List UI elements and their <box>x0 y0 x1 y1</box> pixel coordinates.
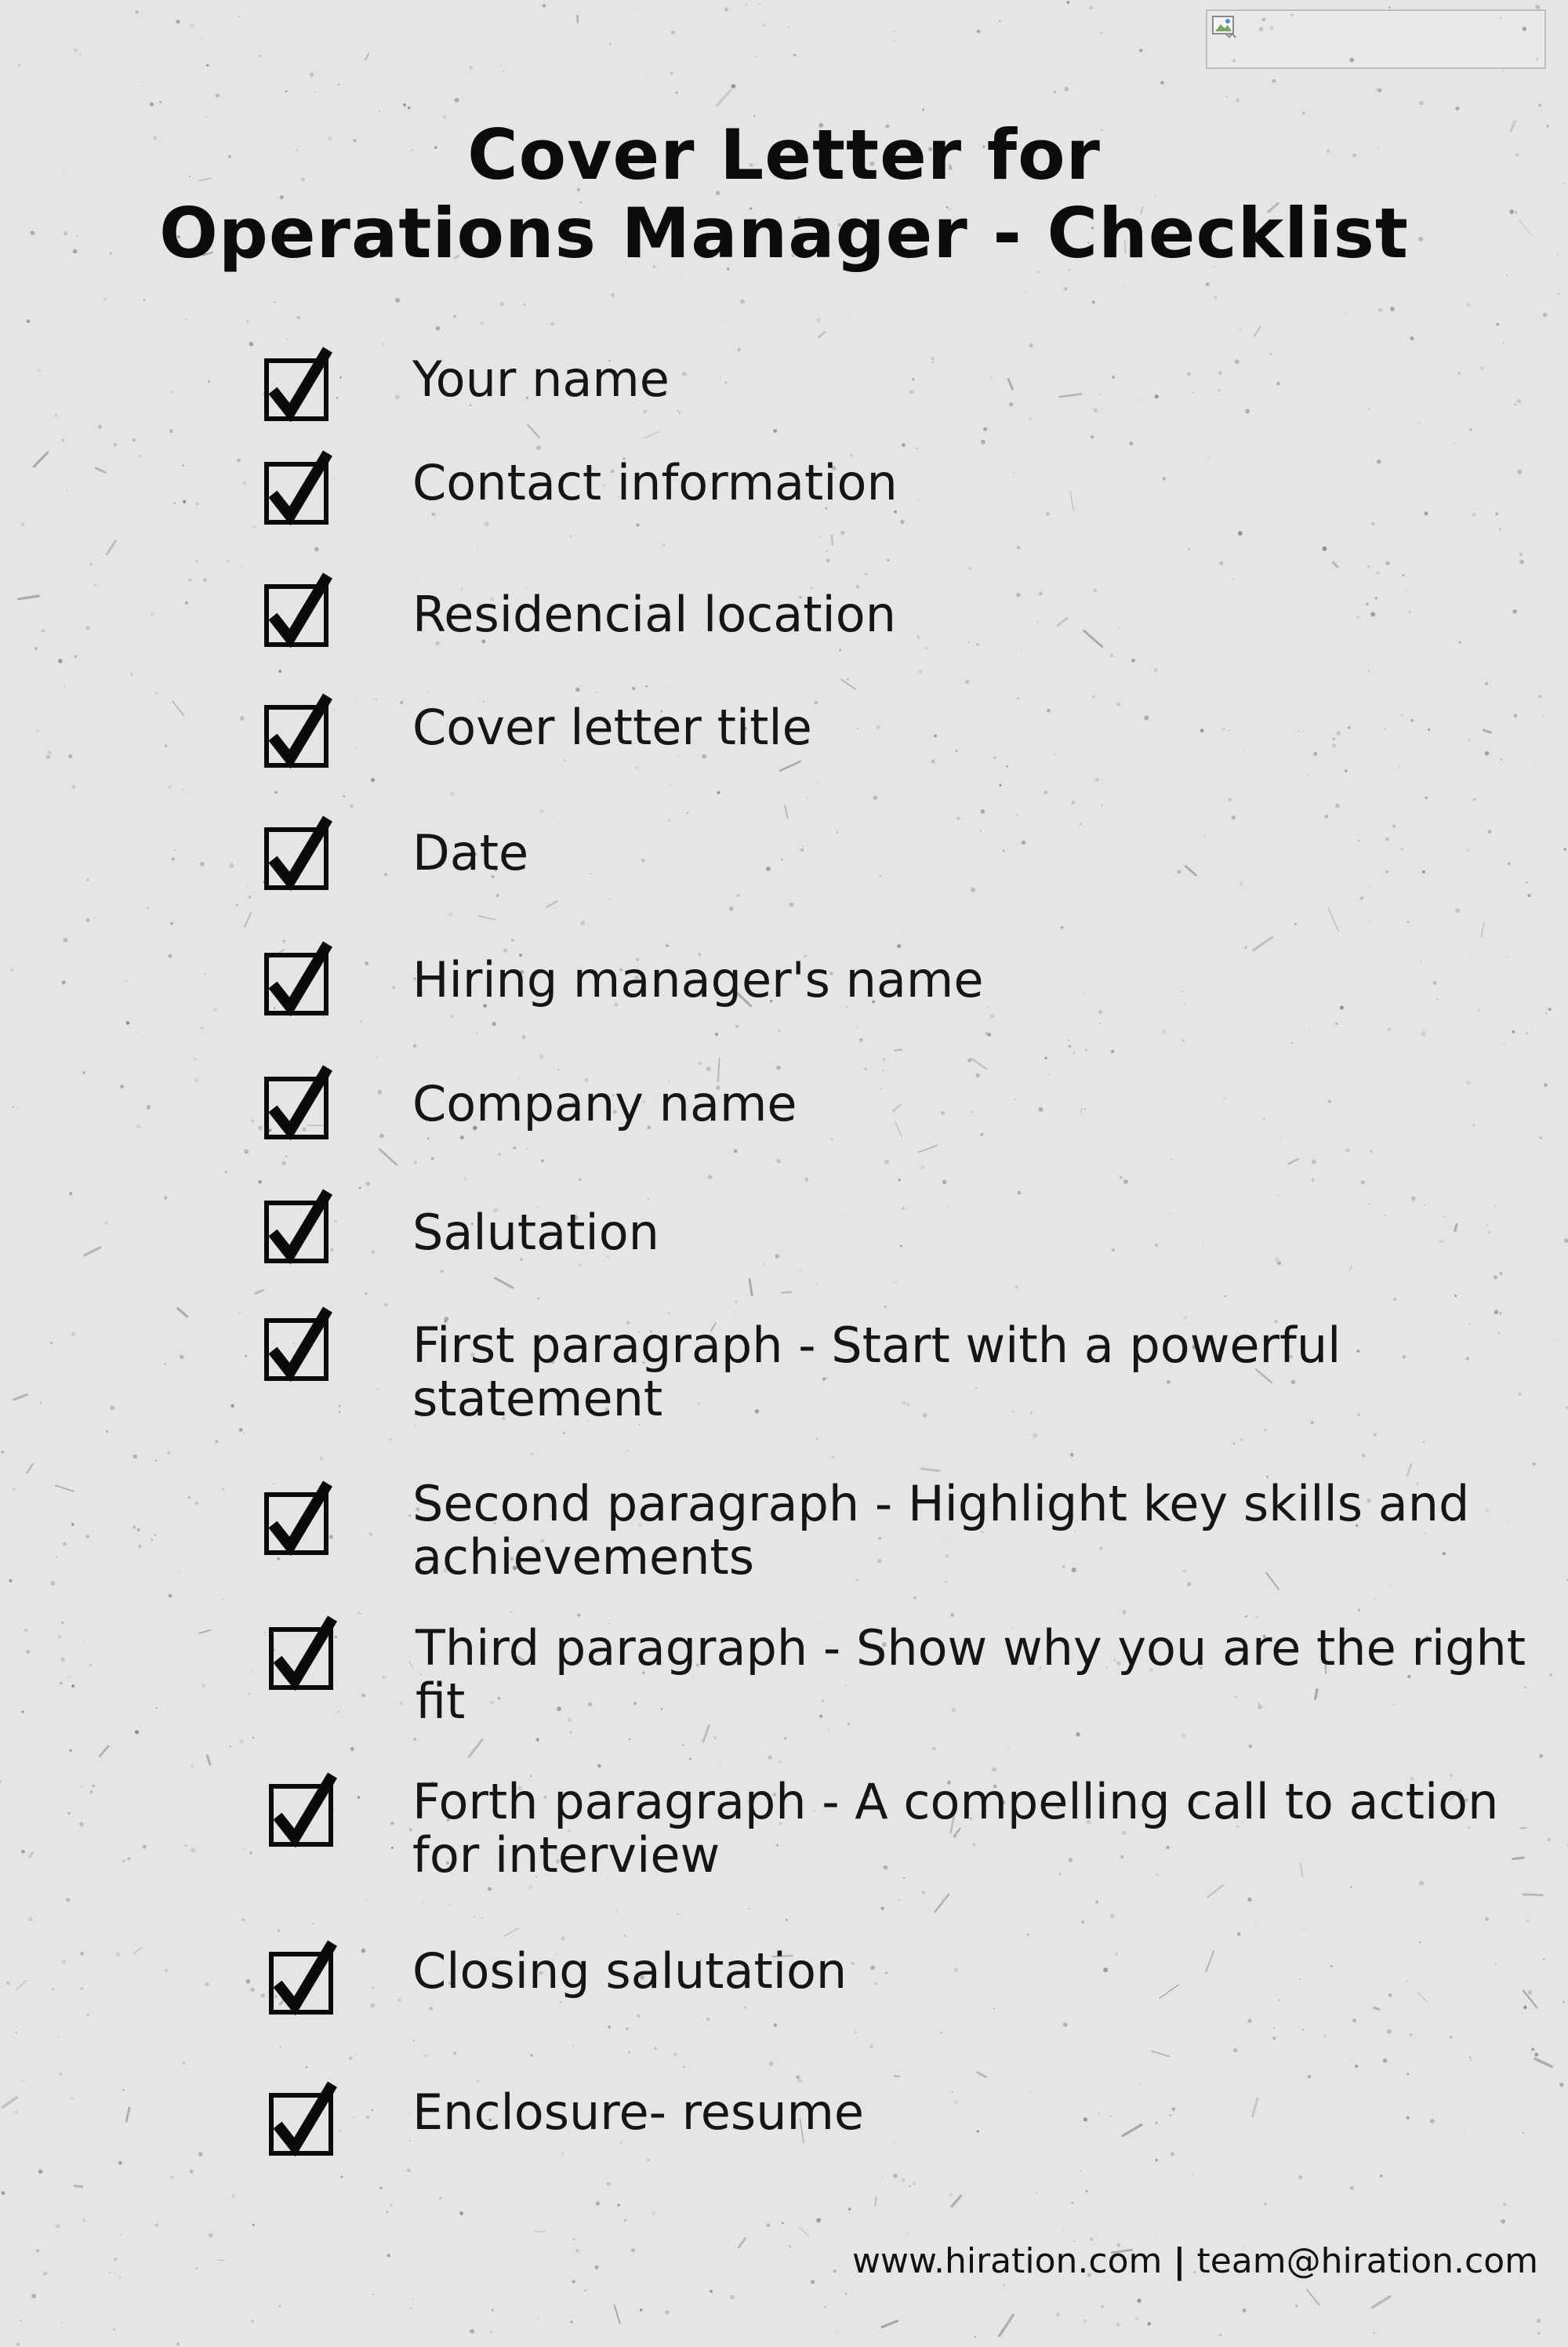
checklist-item-label: Forth paragraph - A compelling call to action for interview <box>412 1773 1499 1884</box>
checked-checkbox-icon <box>263 941 332 1016</box>
checked-checkbox-icon <box>268 2081 337 2156</box>
checklist-item <box>263 1062 1549 1140</box>
checked-checkbox-icon <box>268 1772 337 1847</box>
checklist-item <box>263 2078 1549 2156</box>
footer-contact <box>852 2238 1538 2285</box>
checked-checkbox-icon <box>263 1306 332 1382</box>
checklist-item <box>263 1477 1549 1603</box>
checklist-item <box>263 1612 1549 1738</box>
checklist-item <box>263 938 1549 1016</box>
checklist-item-label: Date <box>412 824 529 881</box>
checklist-item-label: Contact information <box>412 454 898 511</box>
checklist-item-label: Company name <box>412 1075 797 1132</box>
checked-checkbox-icon <box>263 450 332 525</box>
checklist-item-label: Enclosure- resume <box>412 2084 865 2141</box>
checklist-item <box>263 812 1549 891</box>
title-line-1: Cover Letter for <box>467 114 1101 195</box>
checklist-item <box>263 1186 1549 1264</box>
checklist-item <box>263 690 1549 768</box>
checklist-item-label: Closing salutation <box>412 1942 848 2000</box>
footer-separator: | <box>1173 2241 1186 2281</box>
page-title <box>0 116 1568 273</box>
checked-checkbox-icon <box>263 572 332 648</box>
checked-checkbox-icon <box>268 1615 337 1691</box>
checklist-item-label: Salutation <box>412 1204 659 1261</box>
checklist-item <box>263 569 1549 648</box>
checklist-item-label: Third paragraph - Show why you are the right fit <box>416 1619 1526 1730</box>
broken-image-placeholder <box>1206 9 1546 69</box>
checklist-item <box>263 447 1549 525</box>
checklist-item-label: Your name <box>412 351 670 408</box>
checklist-item-label: Second paragraph - Highlight key skills and achievements <box>412 1475 1470 1586</box>
checked-checkbox-icon <box>263 1065 332 1140</box>
broken-image-icon <box>1212 16 1239 39</box>
checklist-item <box>263 343 1549 422</box>
checked-checkbox-icon <box>263 347 332 422</box>
checked-checkbox-icon <box>263 693 332 768</box>
footer-website-link[interactable]: www.hiration.com <box>852 2241 1163 2281</box>
checked-checkbox-icon <box>263 816 332 891</box>
checked-checkbox-icon <box>263 1480 332 1556</box>
checked-checkbox-icon <box>268 1940 337 2015</box>
title-line-2: Operations Manager - Checklist <box>159 193 1409 274</box>
checklist-item-label: Cover letter title <box>412 699 812 756</box>
checklist-item-label: First paragraph - Start with a powerful statement <box>412 1317 1341 1427</box>
checked-checkbox-icon <box>263 1189 332 1264</box>
checklist-item <box>263 1769 1549 1895</box>
checklist-item <box>263 1937 1549 2015</box>
checklist-item <box>263 1303 1549 1429</box>
footer-email-link[interactable]: team@hiration.com <box>1196 2241 1538 2281</box>
checklist-item-label: Hiring manager's name <box>412 951 984 1008</box>
checklist-item-label: Residencial location <box>412 586 897 643</box>
